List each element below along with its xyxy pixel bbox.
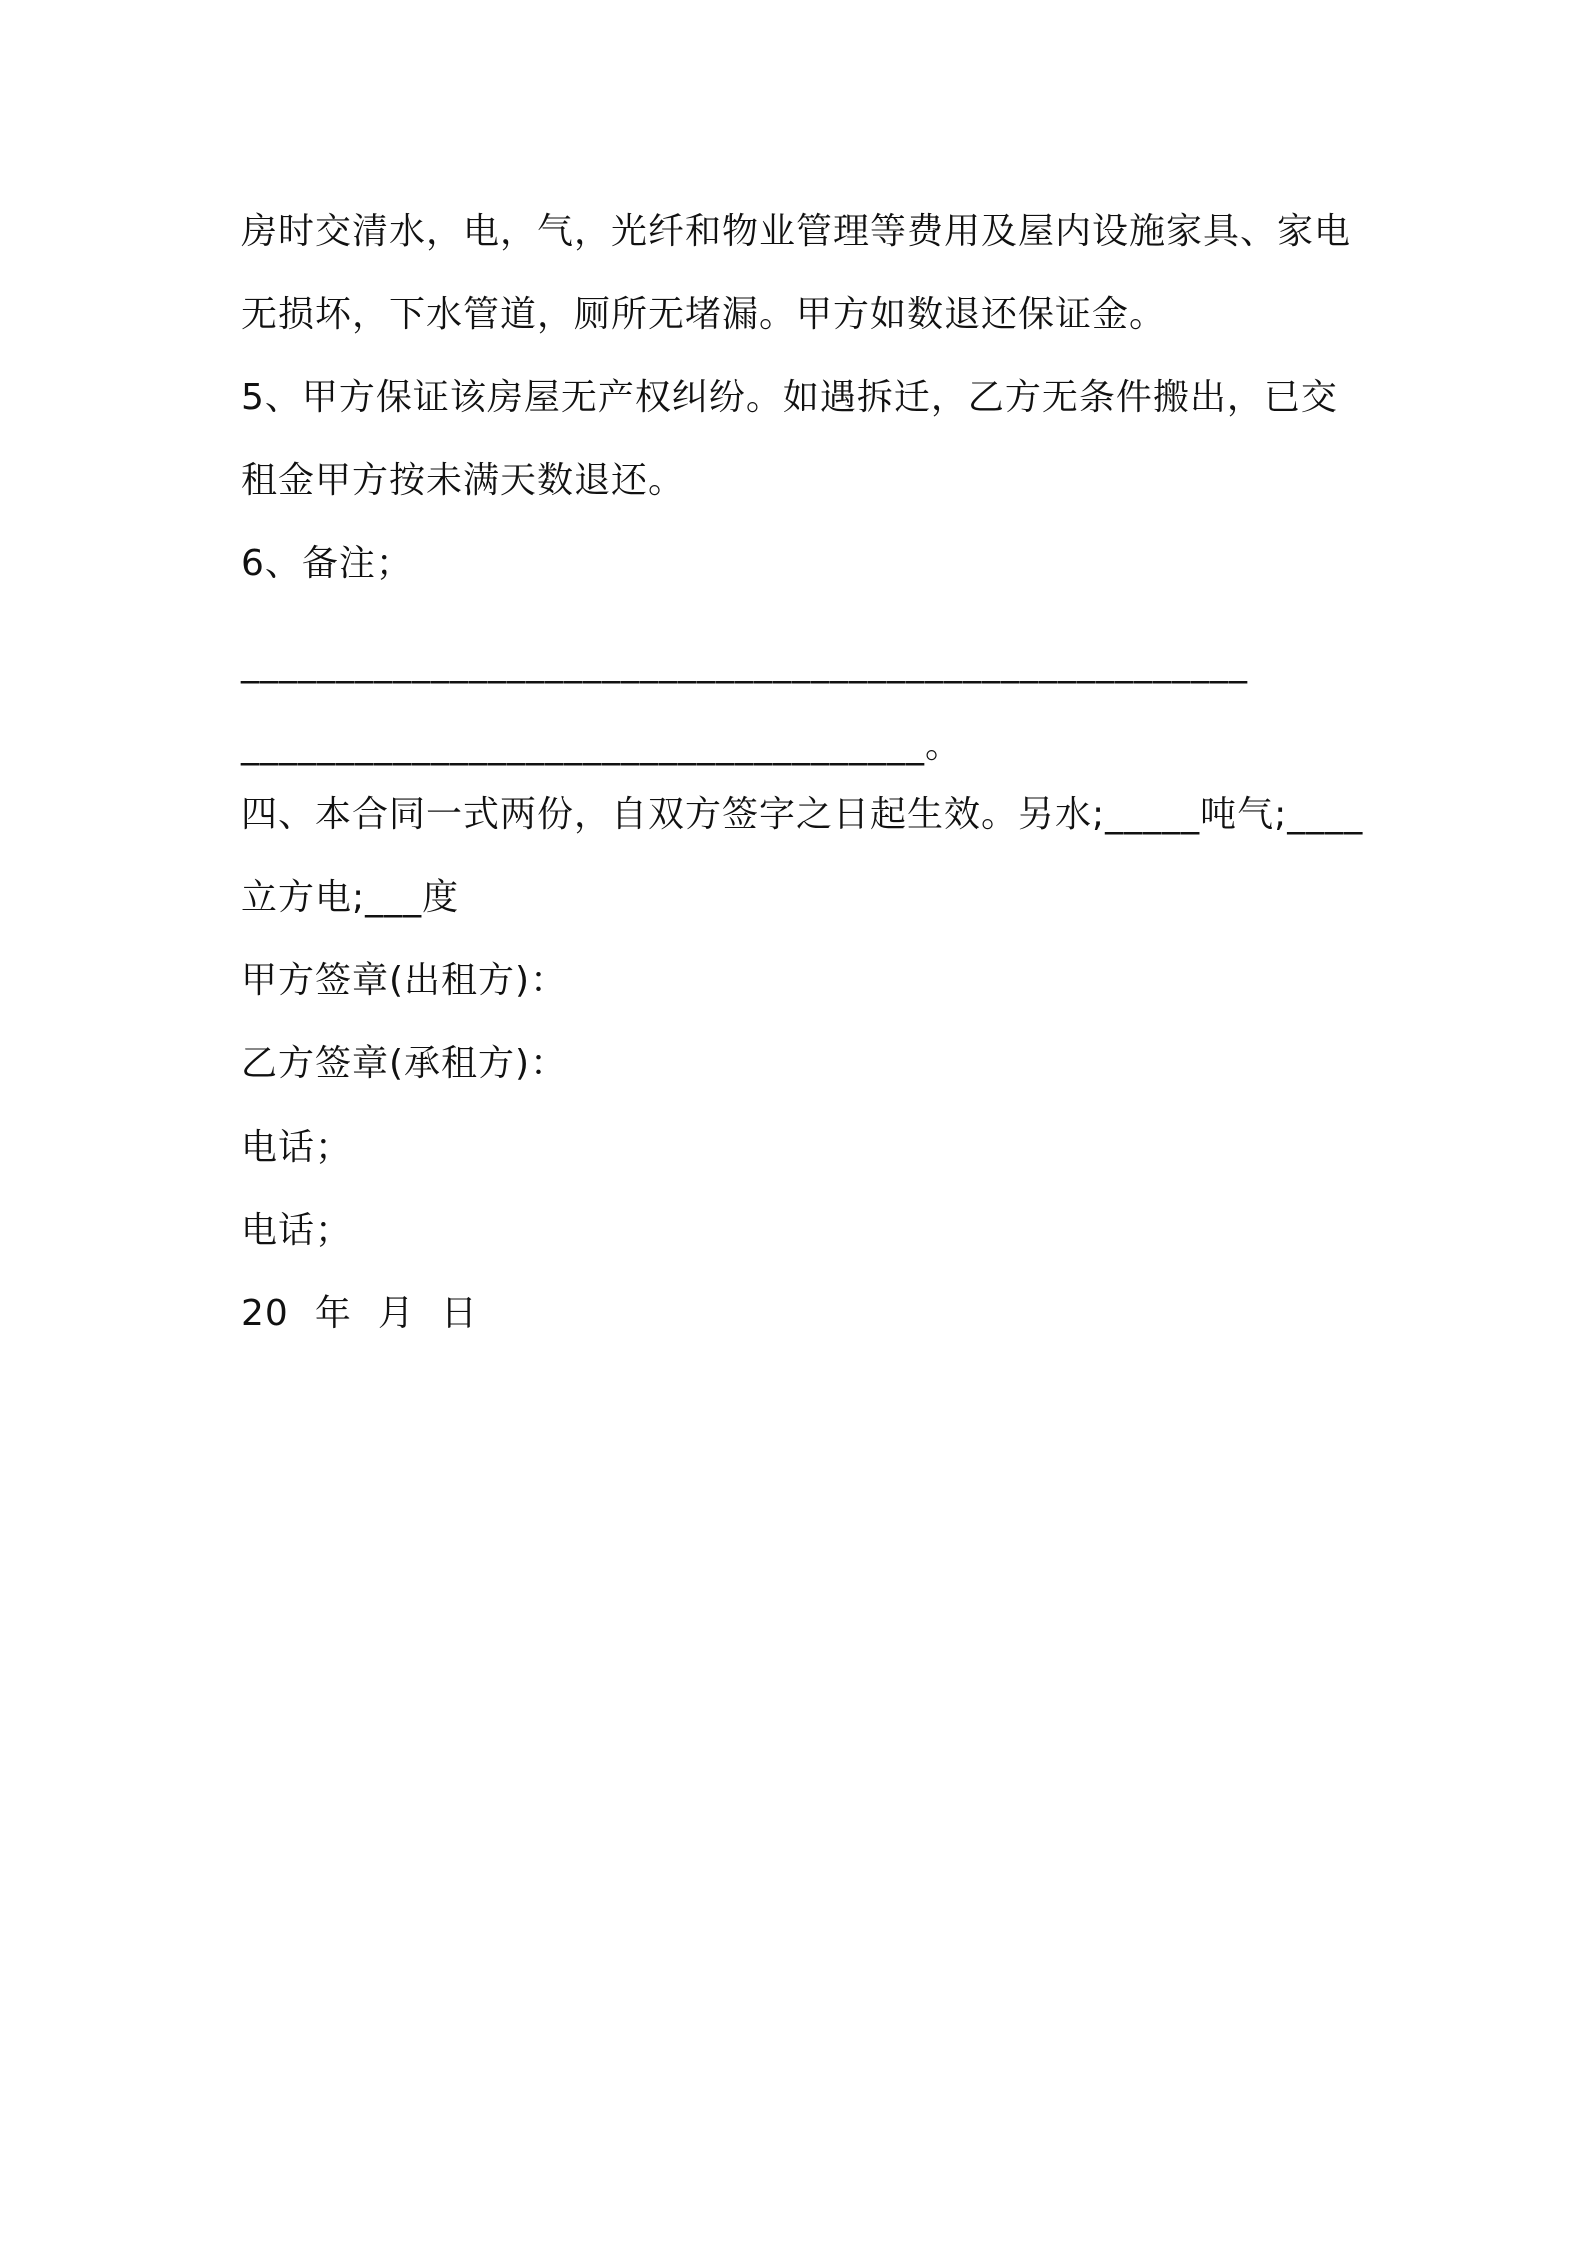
signing-date	[241, 1290, 1361, 1338]
clause-6-remarks-label: 6、备注；	[241, 543, 413, 584]
party-b-signature-label: 乙方签章(承租方)：	[241, 1043, 568, 1084]
clause-5-text-line-2: 租金甲方按未满天数退还。	[241, 460, 686, 501]
clause-5-text-line-1: 5、甲方保证该房屋无产权纠纷。如遇拆迁，乙方无条件搬出，已交	[241, 377, 1338, 418]
section-4-text-line-2: 立方电;___度	[241, 877, 460, 918]
clause-4-text-line-1: 房时交清水，电，气，光纤和物业管理等费用及屋内设施家具、家电	[241, 211, 1352, 252]
date-year-label: 年	[314, 1293, 352, 1334]
clause-4-text-line-2: 无损坏，下水管道，厕所无堵漏。甲方如数退还保证金。	[241, 294, 1167, 335]
section-4-text-line-1: 四、本合同一式两份，自双方签字之日起生效。另水;_____吨气;____	[241, 794, 1364, 835]
remarks-blank-line-1: _____________________________________________________	[241, 643, 1248, 684]
remarks-blank-line-2: ____________________________________。	[241, 725, 962, 766]
date-month-label: 月	[377, 1293, 415, 1334]
party-b-phone-label: 电话；	[241, 1210, 353, 1251]
party-a-phone-label: 电话；	[241, 1127, 353, 1168]
date-day-label: 日	[440, 1293, 478, 1334]
date-year-prefix: 20	[241, 1293, 289, 1334]
party-a-signature-label: 甲方签章(出租方)：	[241, 960, 568, 1001]
